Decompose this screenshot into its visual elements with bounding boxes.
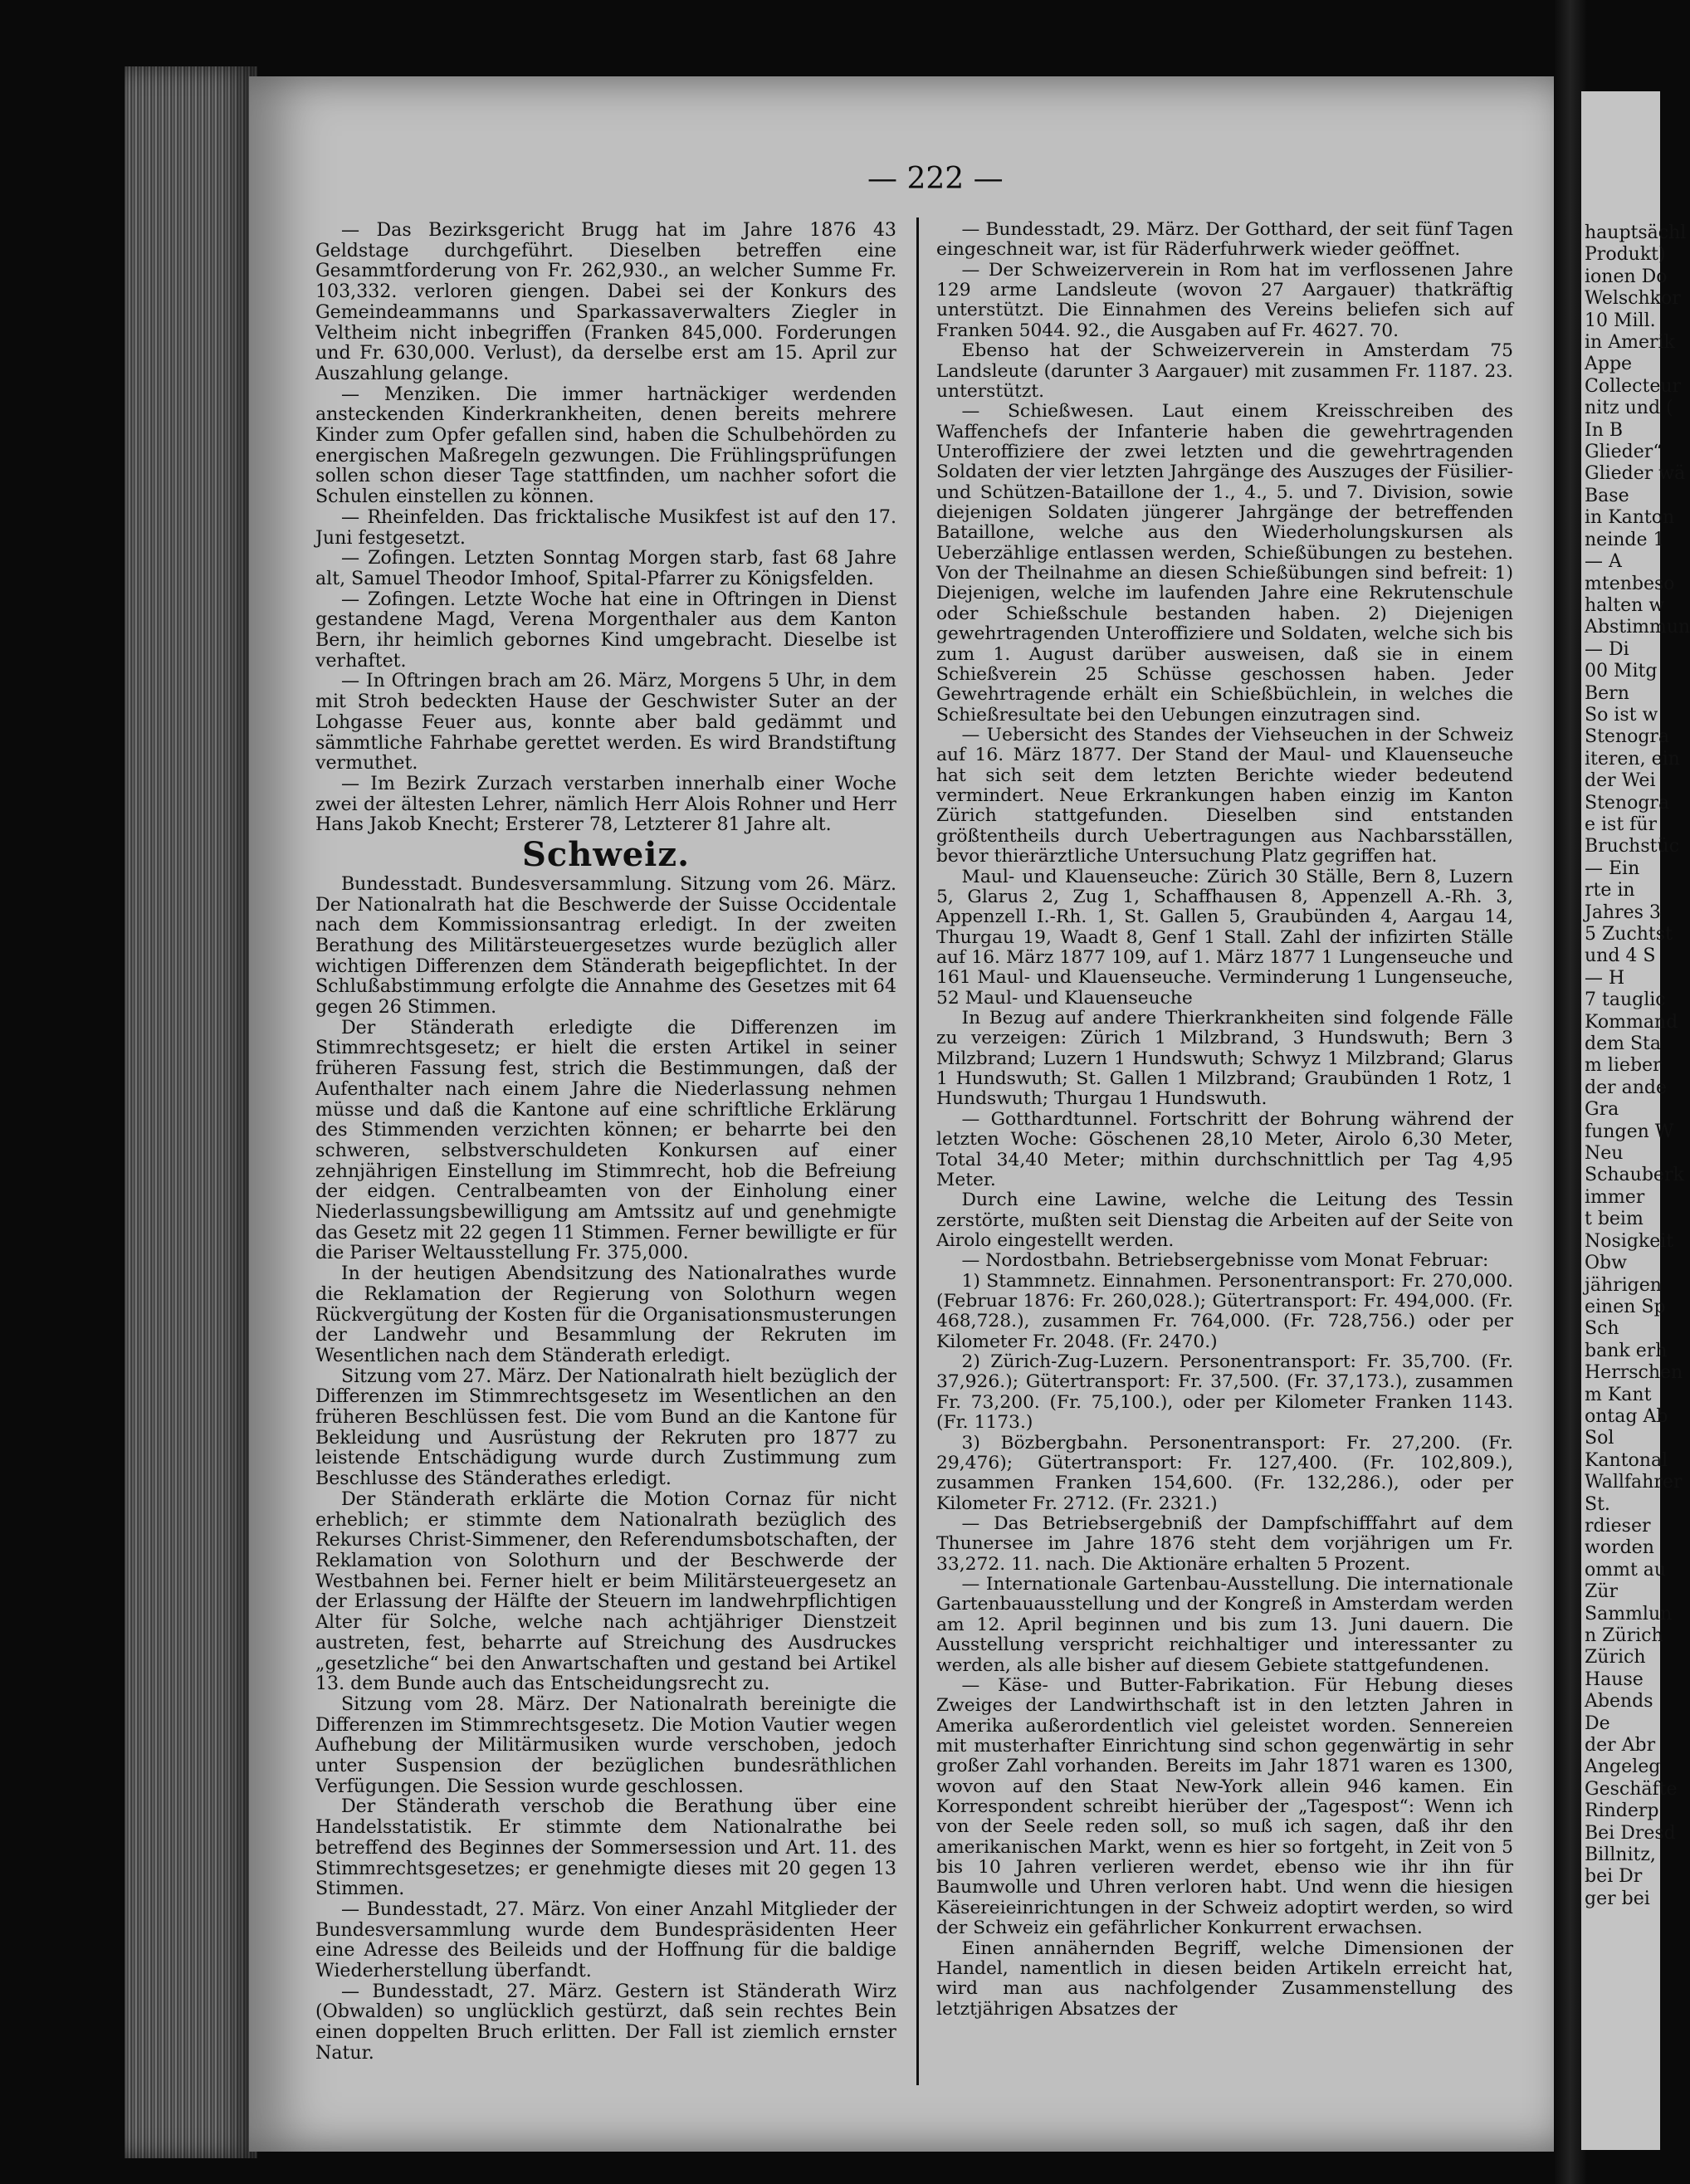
article-paragraph: — Internationale Gartenbau-Ausstellung. Die internationale Gartenbauausstellung und der Kongreß in Amsterdam werden am 12. April beginnen und bis zum 13. Juni dauern. Die Ausstellung verspricht reichhaltiger und interessanter zu werden, als alle bisher auf diesem Gebiete stattgefundenen. (936, 1574, 1513, 1676)
facing-page-fragment: Hause (1585, 1669, 1644, 1690)
facing-page-fragment: Stenogra (1585, 792, 1670, 814)
article-paragraph: Sitzung vom 28. März. Der Nationalrath bereinigte die Differenzen im Stimmrechtsgesetz. Die Motion Vautier wegen Aufhebung der Militärmusiken wurde verschoben, jedoch unter Suspension der bezüglichen bundesräthlichen Verfügungen. Die Session wurde geschlossen. (315, 1693, 896, 1797)
article-paragraph: In Bezug auf andere Thierkrankheiten sind folgende Fälle zu verzeigen: Zürich 1 Milzbrand, 3 Hundswuth; Bern 3 Milzbrand; Luzern 1 Hundswuth; Schwyz 1 Milzbrand; Glarus 1 Hundswuth; St. Gallen 1 Milzbrand; Graubünden 1 Rotz, 1 Hundswuth; Thurgau 1 Hundswuth. (936, 1008, 1513, 1110)
facing-page-fragment: — Ein (1585, 857, 1640, 879)
facing-page-fragment: immer (1585, 1186, 1645, 1208)
article-paragraph: — Rheinfelden. Das fricktalische Musikfest ist auf den 17. Juni festgesetzt. (315, 506, 896, 549)
facing-page-fragment: De (1585, 1713, 1610, 1734)
facing-page-fragment: Collecteur (1585, 375, 1682, 397)
page-number: — 222 — (867, 162, 1004, 196)
facing-page-fragment: Kommand (1585, 1011, 1678, 1033)
facing-page-fragment: Billnitz, (1585, 1844, 1656, 1866)
facing-page-fragment: Kantonal (1585, 1449, 1668, 1471)
facing-page-fragment: Zür (1585, 1581, 1618, 1603)
right-column-news (936, 220, 1513, 2020)
left-column (315, 220, 896, 2064)
facing-page-fragment: — Di (1585, 638, 1629, 660)
facing-page-fragment: rdieser (1585, 1515, 1651, 1537)
article-paragraph: — In Oftringen brach am 26. März, Morgens 5 Uhr, in dem mit Stroh bedeckten Hause der Geschwister Suter an der Lohgasse Feuer aus, konnte aber bald gedämmt und sämmtliche Fahrhabe gerettet werden. Es wird Brandstiftung vermuthet. (315, 670, 896, 774)
facing-page-fragment: 7 tauglic (1585, 989, 1666, 1011)
facing-page-fragment: Base (1585, 485, 1629, 506)
right-column (936, 220, 1513, 2020)
article-paragraph: — Im Bezirk Zurzach verstarben innerhalb einer Woche zwei der ältesten Lehrer, nämlich Herr Alois Rohner und Herr Hans Jakob Knecht; Ersterer 78, Letzterer 81 Jahre alt. (315, 772, 896, 836)
facing-page-fragment: Abends (1585, 1691, 1653, 1713)
facing-page-fragment: — A (1585, 551, 1622, 573)
facing-page-fragment: Abstimmun (1585, 617, 1690, 638)
facing-page-fragment: In B (1585, 419, 1624, 441)
article-paragraph: Der Ständerath verschob die Berathung über eine Handelsstatistik. Er stimmte dem Nationalrathe bei betreffend des Beginnes der Sommersession und Art. 11. des Stimmrechtsgesetzes; er genehmigte dieses mit 20 gegen 13 Stimmen. (315, 1796, 896, 1900)
facing-page-fragment: Rinderp (1585, 1800, 1659, 1822)
facing-page-fragment: Gra (1585, 1099, 1619, 1121)
facing-page-fragment: 5 Zuchtst (1585, 924, 1673, 945)
article-paragraph: — Gotthardtunnel. Fortschritt der Bohrung während der letzten Woche: Göschenen 28,10 Meter, Airolo 6,30 Meter, Total 34,40 Meter; mithin durchschnittlich per Tag 4,95 Meter. (936, 1108, 1513, 1190)
section-heading: Schweiz. (521, 835, 691, 875)
facing-page-fragment: in Kanton (1585, 507, 1675, 529)
facing-page-fragment: Bei Dresd (1585, 1822, 1676, 1844)
facing-page-fragment: hauptsächl (1585, 222, 1687, 243)
article-paragraph: Maul- und Klauenseuche: Zürich 30 Ställe, Bern 8, Luzern 5, Glarus 2, Zug 1, Schaffhausen 8, Appenzell A.-Rh. 3, Appenzell I.-Rh. 1, St. Gallen 5, Graubünden 4, Aargau 14, Thurgau 19, Waadt 8, Genf 1 Stall. Zahl der infizirten Ställe auf 16. März 1877 109, auf 1. März 1877 1 Lungenseuche und 161 Maul- und Klauenseuche. Verminderung 1 Lungenseuche, 52 Maul- und Klauenseuche (936, 866, 1513, 1009)
facing-page-fragment: ionen Do (1585, 266, 1668, 287)
facing-page-fragment: der Abr (1585, 1735, 1656, 1756)
article-paragraph: — Bundesstadt, 27. März. Von einer Anzahl Mitglieder der Bundesversammlung wurde dem Bundespräsidenten Heer eine Adresse des Beileids und der Hoffnung für die baldige Wiederherstellung überfandt. (315, 1898, 896, 1982)
left-column-news (315, 220, 896, 835)
article-paragraph: Ebenso hat der Schweizerverein in Amsterdam 75 Landsleute (darunter 3 Aargauer) mit zusammen Fr. 1187. 23. unterstützt. (936, 340, 1513, 402)
facing-page-fragment: ger bei (1585, 1888, 1650, 1909)
facing-page-fragment: ontag Ab (1585, 1405, 1668, 1427)
facing-page-fragment: Wallfahrer (1585, 1472, 1683, 1493)
facing-page-fragment: Glieder“ (1585, 442, 1663, 463)
facing-page-fragment: Produkt) (1585, 244, 1666, 266)
article-paragraph: 2) Zürich-Zug-Luzern. Personentransport: Fr. 35,700. (Fr. 37,926.); Gütertransport: Fr. 37,500. (Fr. 37,173.), zusammen Fr. 73,200. (Fr. 75,100.), oder per Kilometer Franken 1143. (Fr. 1173.) (936, 1351, 1513, 1434)
facing-page-fragment: 10 Mill. (1585, 310, 1656, 331)
facing-page-fragment: Sch (1585, 1318, 1619, 1340)
facing-page-fragment: Jahres 3 (1585, 901, 1661, 923)
facing-page-fragment: halten w (1585, 594, 1665, 616)
article-paragraph: — Menziken. Die immer hartnäckiger werdenden ansteckenden Kinderkrankheiten, denen bereits mehrere Kinder zum Opfer gefallen sind, haben die Schulbehörden zu energischen Maßregeln gezwungen. Die Frühlingsprüfungen sollen schon dieser Tage stattfinden, um nachher sofort die Schulen einstellen zu können. (315, 383, 896, 508)
facing-page-fragment: rte in (1585, 880, 1635, 901)
facing-page-fragment: Sol (1585, 1428, 1614, 1449)
facing-page-fragment: m Kant (1585, 1384, 1652, 1405)
article-paragraph: — Der Schweizerverein in Rom hat im verflossenen Jahre 129 arme Landsleute (wovon 27 Aargauer) thatkräftig unterstützt. Die Einnahmen des Vereins beliefen sich auf Franken 5044. 92., die Ausgaben auf Fr. 4627. 70. (936, 259, 1513, 341)
facing-page-fragment: 00 Mitg (1585, 661, 1658, 682)
facing-page-fragment: Bruchstüc (1585, 836, 1679, 857)
facing-page-fragment: t beim (1585, 1209, 1644, 1230)
facing-page-text (1581, 222, 1690, 1910)
facing-page-fragment: und 4 S (1585, 945, 1656, 967)
facing-page-fragment: Appe (1585, 354, 1633, 375)
facing-page-fragment: Stenogra (1585, 726, 1670, 748)
facing-page-fragment: der ande (1585, 1077, 1667, 1098)
facing-page-fragment: — H (1585, 967, 1625, 989)
facing-page-fragment: So ist w (1585, 704, 1658, 726)
facing-page-fragment: Bern (1585, 682, 1629, 704)
facing-page-fragment: Sammlun (1585, 1603, 1673, 1625)
facing-page-fragment: worden (1585, 1537, 1654, 1559)
facing-page-fragment: fungen W (1585, 1121, 1674, 1142)
article-paragraph: In der heutigen Abendsitzung des Nationalrathes wurde die Reklamation der Regierung von Solothurn wegen Rückvergütung der Kosten für die Organisationsmusterungen der Landwehr und Besammlung der Rekruten im Wesentlichen nach dem Ständerath erledigt. (315, 1263, 896, 1366)
facing-page-fragment: jährigen (1585, 1274, 1662, 1296)
page-edges (125, 66, 257, 2158)
facing-page (1581, 91, 1690, 2150)
facing-page-fragment: Obw (1585, 1253, 1627, 1274)
facing-page-fragment: Angeleg (1585, 1756, 1661, 1778)
article-paragraph: 3) Bözbergbahn. Personentransport: Fr. 27,200. (Fr. 29,476); Gütertransport: Fr. 127,400. (Fr. 102,809.), zusammen Franken 154,600. (Fr. 132,286.), oder per Kilometer Fr. 2712. (Fr. 2321.) (936, 1432, 1513, 1514)
left-column-federal-news (315, 874, 896, 2064)
article-paragraph: — Zofingen. Letzten Sonntag Morgen starb, fast 68 Jahre alt, Samuel Theodor Imhoof, Spital-Pfarrer zu Königsfelden. (315, 547, 896, 589)
facing-page-fragment: m lieber (1585, 1055, 1662, 1077)
article-paragraph: Der Ständerath erklärte die Motion Cornaz für nicht erheblich; er stimmte dem Nationalrath bezüglich des Rekurses Christ-Simmener, den Referendumsbotschaften, der Reklamation von Solothurn und der Beschwerde der Westbahnen bei. Ferner hielt er beim Militärsteuergesetz an der Erlassung der Hälfte der Steuern im landwehrpflichtigen Alter für Solche, welche nach achtjähriger Dienstzeit austreten, fest, beharrte auf Streichung des Ausdruckes „gesetzliche“ bei den Anwartschaften und gestand bei Artikel 13. dem Bunde auch das Entscheidungsrecht zu. (315, 1488, 896, 1695)
facing-page-fragment: iteren, ein (1585, 748, 1680, 770)
facing-page-fragment: in Amerik (1585, 332, 1675, 354)
facing-page-fragment: einen Sp (1585, 1296, 1666, 1317)
facing-page-fragment: der Wei (1585, 770, 1656, 792)
article-paragraph: — Das Bezirksgericht Brugg hat im Jahre 1876 43 Geldstage durchgeführt. Dieselben betreffen eine Gesammtforderung von Fr. 262,930., an welcher Summe Fr. 103,332. verloren giengen. Dabei sei der Konkurs des Gemeindeammanns und Sparkassaverwalters Ziegler in Veltheim nicht inbegriffen (Franken 845,000. Forderungen und Fr. 630,000. Verlust), da derselbe erst am 15. April zur Auszahlung gelange. (315, 219, 896, 384)
article-paragraph: — Zofingen. Letzte Woche hat eine in Oftringen in Dienst gestandene Magd, Verena Morgenthaler aus dem Kanton Bern, ihr heimlich gebornes Kind umgebracht. Dieselbe ist verhaftet. (315, 588, 896, 672)
article-paragraph: — Uebersicht des Standes der Viehseuchen in der Schweiz auf 16. März 1877. Der Stand der Maul- und Klauenseuche hat sich seit dem letzten Berichte wieder bedeutend vermindert. Neue Erkrankungen haben einzig im Kanton Zürich stattgefunden. Dieselben sind entstanden größtentheils durch Uebertragungen aus Nachbarsställen, bevor thierärztliche Untersuchung Platz gegriffen hat. (936, 724, 1513, 867)
facing-page-fragment: n Zürich (1585, 1625, 1663, 1646)
facing-page-fragment: bank erh (1585, 1340, 1668, 1361)
facing-page-fragment: bei Dr (1585, 1866, 1643, 1888)
facing-page-fragment: Zürich (1585, 1647, 1646, 1669)
facing-page-fragment: ommt au (1585, 1559, 1667, 1581)
article-paragraph: — Käse- und Butter-Fabrikation. Für Hebung dieses Zweiges der Landwirthschaft ist in den letzten Jahren in Amerika außerordentlich viel geleistet worden. Sennereien mit musterhafter Einrichtung sind schon gegenwärtig in sehr großer Zahl vorhanden. Bereits im Jahr 1871 waren es 1300, wovon auf den Staat New-York allein 946 kamen. Ein Korrespondent schreibt hierüber der „Tagespost“: Wenn ich von der Seele reden soll, so muß ich sagen, daß ihr den amerikanischen Markt, wenn es hier so fortgeht, in Zeit von 5 bis 10 Jahren verlieren werdet, ebenso wie ihr ihn für Baumwolle und Uhren verloren habt. Und wenn die hiesigen Käsereieinrichtungen in der Schweiz adoptirt werden, so wird der Schweiz ein gefährlicher Konkurrent erwachsen. (936, 1674, 1513, 1939)
facing-page-fragment: Nosigkeit (1585, 1230, 1674, 1252)
article-paragraph: — Bundesstadt, 27. März. Gestern ist Ständerath Wirz (Obwalden) so unglücklich gestürzt, daß sein rechtes Bein einen doppelten Bruch erlitten. Der Fall ist ziemlich ernster Natur. (315, 1980, 896, 2064)
facing-page-fragment: Herrschen (1585, 1362, 1683, 1384)
facing-page-fragment: neinde 1 (1585, 529, 1665, 550)
article-paragraph: — Bundesstadt, 29. März. Der Gotthard, der seit fünf Tagen eingeschneit war, ist für Räderfuhrwerk wieder geöffnet. (936, 219, 1513, 261)
article-paragraph: — Das Betriebsergebniß der Dampfschifffahrt auf dem Thunersee im Jahre 1876 steht dem vorjährigen um Fr. 33,272. 11. nach. Die Aktionäre erhalten 5 Prozent. (936, 1513, 1513, 1575)
article-paragraph: Sitzung vom 27. März. Der Nationalrath hielt bezüglich der Differenzen im Stimmrechtsgesetz im Wesentlichen an den früheren Beschlüssen fest. Die vom Bund an die Kantone für Bekleidung und Ausrüstung der Rekruten pro 1877 zu leistende Entschädigung wurde durch Zustimmung zum Beschlusse des Ständerathes erledigt. (315, 1365, 896, 1490)
article-paragraph: Einen annähernden Begriff, welche Dimensionen der Handel, namentlich in diesen beiden Artikeln erreicht hat, wird man aus nachfolgender Zusammenstellung des letztjährigen Absatzes der (936, 1937, 1513, 2020)
facing-page-fragment: e ist für (1585, 814, 1658, 835)
facing-page-fragment: St. (1585, 1493, 1610, 1515)
article-paragraph: Bundesstadt. Bundesversammlung. Sitzung vom 26. März. Der Nationalrath hat die Beschwerde der Suisse Occidentale nach dem Kommissionsantrag erledigt. In der zweiten Berathung des Militärsteuergesetzes wurde bezüglich aller wichtigen Differenzen dem Ständerath beigepflichtet. In der Schlußabstimmung erfolgte die Annahme des Gesetzes mit 64 gegen 26 Stimmen. (315, 872, 896, 1019)
article-paragraph: Der Ständerath erledigte die Differenzen im Stimmrechtsgesetz; er hielt die ersten Artikel in seiner früheren Fassung fest, strich die Bestimmungen, daß der Aufenthalter nach einem Jahre die Niederlassung nehmen müsse und daß die Kantone auf eine schriftliche Erklärung des Stimmenden verzichten können; er beharrte bei den schweren, selbstverschuldeten Konkursen auf einer zehnjährigen Einstellung im Stimmrecht, hob die Befreiung der eidgen. Centralbeamten von der Einholung einer Niederlassungsbewilligung am Amtssitz auf und genehmigte das Gesetz mit 22 gegen 11 Stimmen. Ferner bewilligte er für die Pariser Weltausstellung Fr. 375,000. (315, 1016, 896, 1264)
article-paragraph: 1) Stammnetz. Einnahmen. Personentransport: Fr. 270,000. (Februar 1876: Fr. 260,028.); Gütertransport: Fr. 494,000. (Fr. 468,728.), zusammen Fr. 764,000. (Fr. 728,756.) oder per Kilometer Fr. 2048. (Fr. 2470.) (936, 1270, 1513, 1352)
facing-page-fragment: nitz und ( (1585, 398, 1673, 419)
facing-page-fragment: Neu (1585, 1143, 1624, 1165)
article-paragraph: — Nordostbahn. Betriebsergebnisse vom Monat Februar: (961, 1250, 1489, 1272)
facing-page-fragment: Geschäfte (1585, 1778, 1678, 1800)
article-paragraph: — Schießwesen. Laut einem Kreisschreiben des Waffenchefs der Infanterie haben die gewehrtragenden Unteroffiziere der zwei letzten und die gewehrtragenden Soldaten der vier letzten Jahrgänge des Auszuges der Füsilier- und Schützen-Bataillone der 1., 4., 5. und 7. Division, sowie diejenigen Soldaten jüngerer Jahrgänge der betreffenden Bataillone, welche aus den Wiederholungskursen als Ueberzählige entlassen werden, Schießübungen zu bestehen. Von der Theilnahme an diesen Schießübungen sind befreit: 1) Diejenigen, welche im laufenden Jahre eine Rekrutenschule oder Schießschule bestanden haben. 2) Diejenigen gewehrtragenden Unteroffiziere und Soldaten, welche sich bis zum 1. August darüber ausweisen, daß sie in einem Schießverein 25 Schüsse geschossen haben. Jeder Gewehrtragende erhält ein Schießbüchlein, in welches die Schießresultate bei den Uebungen einzutragen sind. (936, 401, 1513, 726)
column-divider (916, 217, 919, 2085)
facing-page-fragment: Welschkor (1585, 288, 1681, 310)
facing-page-fragment: Glieder wä (1585, 463, 1686, 485)
facing-page-fragment: Schauberk (1585, 1165, 1684, 1186)
article-paragraph: Durch eine Lawine, welche die Leitung des Tessin zerstörte, mußten seit Dienstag die Arbeiten auf der Seite von Airolo eingestellt werden. (936, 1190, 1513, 1251)
facing-page-fragment: mtenbeso (1585, 573, 1675, 594)
facing-page-fragment: dem Sta (1585, 1033, 1661, 1055)
